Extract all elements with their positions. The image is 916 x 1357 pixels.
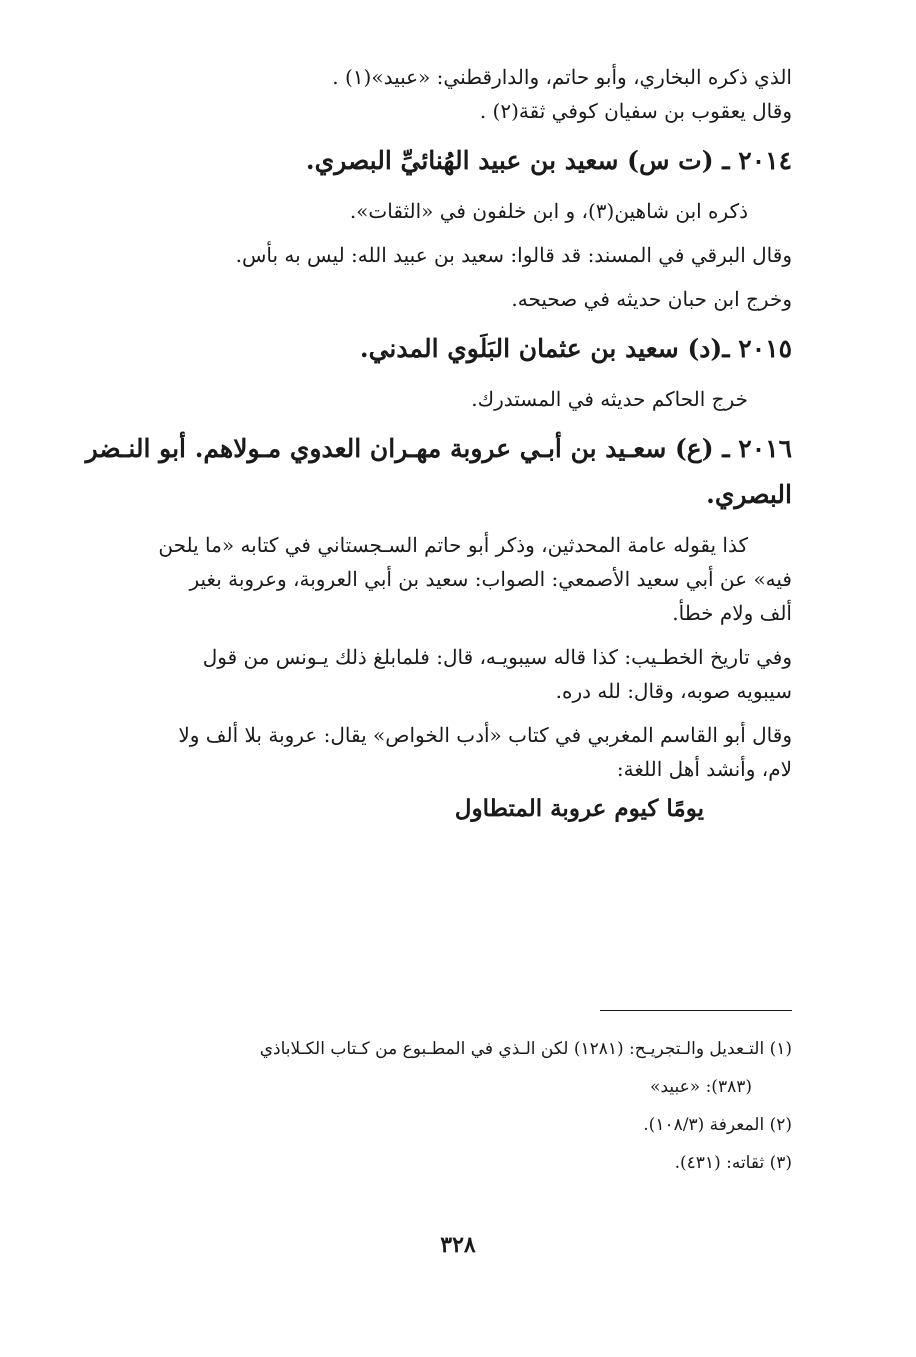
footnotes	[92, 1030, 792, 1182]
text-line: فيه» عن أبي سعيد الأصمعي: الصواب: سعيد بن أبي العروبة، وعروبة بغير	[189, 567, 792, 591]
text-line: وفي تاريخ الخطـيب: كذا قاله سيبويـه، قال: فلمابلغ ذلك يـونس من قول	[202, 645, 792, 669]
text-line: خرج الحاكم حديثه في المستدرك.	[471, 387, 748, 411]
entry-heading-2016: ٢٠١٦ ـ (ع) سعـيد بن أبـي عروبة مهـران العدوي مـولاهم. أبو النـضر	[85, 434, 792, 463]
text-line: كذا يقوله عامة المحدثين، وذكر أبو حاتم السـجستاني في كتابه «ما يلحن	[158, 533, 748, 557]
text-line: وقال أبو القاسم المغربي في كتاب «أدب الخواص» يقال: عروبة بلا ألف ولا	[178, 723, 792, 747]
text-line: وخرج ابن حبان حديثه في صحيحه.	[511, 287, 792, 311]
page-number: ٣٢٨	[440, 1232, 476, 1258]
text-line: لام، وأنشد أهل اللغة:	[616, 757, 792, 781]
text-line: الذي ذكره البخاري، وأبو حاتم، والدارقطني: «عبيد»(١) .	[332, 65, 792, 89]
footnote-3: (٣) ثقاته: (٤٣١).	[674, 1153, 792, 1173]
footnote-2: (٢) المعرفة (١٠٨/٣).	[643, 1115, 792, 1135]
text-line: وقال البرقي في المسند: قد قالوا: سعيد بن عبيد الله: ليس به بأس.	[235, 243, 792, 267]
footnote-divider	[600, 1010, 792, 1011]
text-line: سيبويه صوبه، وقال: لله دره.	[555, 679, 792, 703]
entry-heading-2016-cont: البصري.	[706, 480, 792, 509]
footnote-1: (١) التـعديل والـتجريـح: (١٢٨١) لكن الـذي في المطـبوع من كـتاب الكـلاباذي	[259, 1039, 792, 1059]
text-line: ألف ولام خطأ.	[672, 601, 792, 625]
page-body	[85, 60, 792, 832]
text-line: ذكره ابن شاهين(٣)، و ابن خلفون في «الثقات».	[349, 199, 748, 223]
verse-line: يومًا كيوم عروبة المتطاول	[454, 795, 704, 822]
text-line: وقال يعقوب بن سفيان كوفي ثقة(٢) .	[479, 99, 792, 123]
entry-heading-2014: ٢٠١٤ ـ (ت س) سعيد بن عبيد الهُنائيِّ البصري.	[305, 146, 792, 175]
entry-heading-2015: ٢٠١٥ ـ(د) سعيد بن عثمان البَلَوي المدني.	[359, 334, 792, 363]
footnote-1-cont: (٣٨٣): «عبيد»	[650, 1077, 752, 1097]
